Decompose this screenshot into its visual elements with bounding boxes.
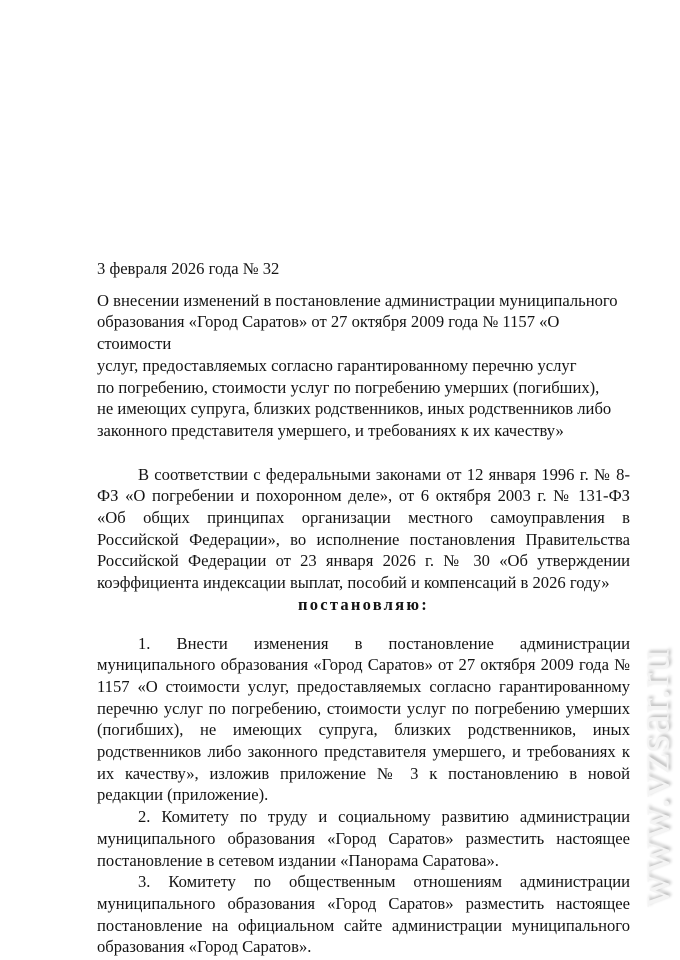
item-paragraph-2: 2. Комитету по труду и социальному развитию администрации муниципального образования «Город Саратов» разместить настоящее постановление в сетевом издании «Панорама Саратова». <box>97 807 630 870</box>
document-body <box>97 258 630 958</box>
document-date-number: 3 февраля 2026 года № 32 <box>97 259 280 278</box>
document-title: О внесении изменений в постановление администрации муниципального образования «Город Саратов» от 27 октября 2009 года № 1157 «О стоимости услуг, предоставляемых согласно гарантированному перечню услуг по погребению, стоимости услуг по погребению умерших (погибших), не имеющих супруга, близких родственников, иных родственников либо законного представителя умершего, и требованиях к их качеству» <box>97 290 618 440</box>
preamble-paragraph: В соответствии с федеральными законами от 12 января 1996 г. № 8-ФЗ «О погребении и похоронном деле», от 6 октября 2003 г. № 131-ФЗ «Об общих принципах организации местного самоуправления в Российской Федерации», во исполнение постановления Правительства Российской Федерации от 23 января 2026 г. № 30 «Об утверждении коэффициента индексации выплат, пособий и компенсаций в 2026 году» <box>97 464 630 593</box>
watermark-text: www.vzsar.ru <box>627 648 679 908</box>
site-watermark <box>627 608 679 948</box>
item-paragraph-1: 1. Внести изменения в постановление администрации муниципального образования «Город Саратов» от 27 октября 2009 года № 1157 «О стоимости услуг, предоставляемых согласно гарантированному перечню услуг по погребению, стоимости услуг по погребению умерших (погибших), не имеющих супруга, близких родственников, иных родственников либо законного представителя умершего, и требованиях к их качеству», изложив приложение № 3 к постановлению в новой редакции (приложение). <box>97 633 630 805</box>
resolve-heading: постановляю: <box>298 594 429 614</box>
item-paragraph-3: 3. Комитету по общественным отношениям администрации муниципального образования «Город Саратов» разместить настоящее постановление на официальном сайте администрации муниципального образования «Город Саратов». <box>97 872 630 957</box>
